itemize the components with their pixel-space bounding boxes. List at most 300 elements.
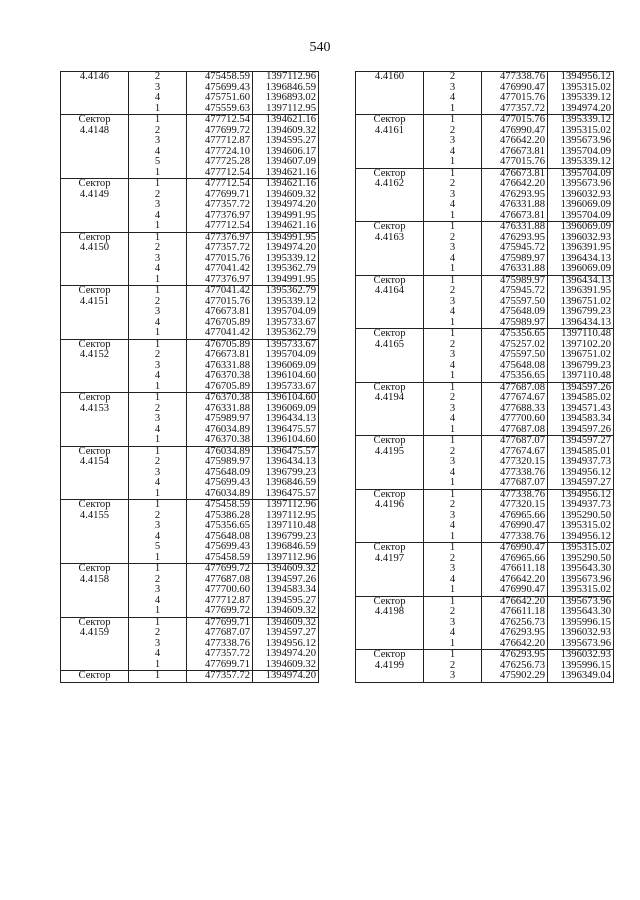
sector-name-cell: Сектор bbox=[61, 564, 129, 575]
sector-name-cell bbox=[61, 414, 129, 425]
sector-name-cell: 4.4151 bbox=[61, 297, 129, 308]
table-row bbox=[356, 457, 614, 468]
table-row bbox=[61, 532, 319, 543]
point-number-cell: 4 bbox=[424, 254, 482, 265]
sector-name-cell: Сектор bbox=[356, 543, 424, 554]
sector-name-cell: 4.4160 bbox=[356, 72, 424, 83]
sector-name-cell: Сектор bbox=[61, 500, 129, 511]
y-coordinate-cell: 1395733.67 bbox=[253, 318, 319, 329]
table-row bbox=[356, 447, 614, 458]
x-coordinate-cell: 476673.81 bbox=[187, 307, 253, 318]
table-row bbox=[61, 307, 319, 318]
table-row bbox=[61, 435, 319, 446]
point-number-cell: 4 bbox=[424, 307, 482, 318]
point-number-cell: 2 bbox=[129, 243, 187, 254]
point-number-cell: 3 bbox=[129, 307, 187, 318]
sector-name-cell: Сектор bbox=[61, 179, 129, 190]
point-number-cell: 3 bbox=[424, 297, 482, 308]
sector-name-cell: 4.4162 bbox=[356, 179, 424, 190]
x-coordinate-cell: 476705.89 bbox=[187, 382, 253, 393]
y-coordinate-cell: 1394583.34 bbox=[548, 414, 614, 425]
sector-name-cell: 4.4199 bbox=[356, 661, 424, 672]
x-coordinate-cell: 477015.76 bbox=[187, 297, 253, 308]
table-row bbox=[61, 564, 319, 575]
sector-name-cell bbox=[61, 532, 129, 543]
point-number-cell: 1 bbox=[129, 435, 187, 446]
y-coordinate-cell: 1396475.57 bbox=[253, 489, 319, 500]
point-number-cell: 4 bbox=[424, 628, 482, 639]
table-row bbox=[356, 93, 614, 104]
y-coordinate-cell: 1394583.34 bbox=[253, 585, 319, 596]
x-coordinate-cell: 476293.95 bbox=[482, 190, 548, 201]
y-coordinate-cell: 1397110.48 bbox=[253, 521, 319, 532]
sector-name-cell: Сектор bbox=[356, 329, 424, 340]
y-coordinate-cell: 1395704.09 bbox=[548, 211, 614, 222]
table-row bbox=[356, 607, 614, 618]
point-number-cell: 3 bbox=[129, 83, 187, 94]
sector-name-cell bbox=[356, 93, 424, 104]
point-number-cell: 3 bbox=[424, 243, 482, 254]
table-row bbox=[356, 147, 614, 158]
sector-name-cell: 4.4195 bbox=[356, 447, 424, 458]
y-coordinate-cell: 1394597.27 bbox=[548, 436, 614, 447]
y-coordinate-cell: 1394595.27 bbox=[253, 596, 319, 607]
point-number-cell: 4 bbox=[129, 318, 187, 329]
point-number-cell: 2 bbox=[129, 404, 187, 415]
x-coordinate-cell: 475989.97 bbox=[187, 457, 253, 468]
table-row bbox=[356, 564, 614, 575]
table-row bbox=[356, 382, 614, 393]
point-number-cell: 1 bbox=[424, 532, 482, 543]
point-number-cell: 2 bbox=[129, 628, 187, 639]
x-coordinate-cell: 476611.18 bbox=[482, 564, 548, 575]
y-coordinate-cell: 1395290.50 bbox=[548, 554, 614, 565]
point-number-cell: 4 bbox=[129, 532, 187, 543]
point-number-cell: 1 bbox=[424, 478, 482, 489]
sector-name-cell bbox=[356, 83, 424, 94]
table-row bbox=[61, 339, 319, 350]
table-row bbox=[356, 275, 614, 286]
sector-name-cell: 4.4161 bbox=[356, 126, 424, 137]
table-row bbox=[61, 200, 319, 211]
x-coordinate-cell: 475989.97 bbox=[187, 414, 253, 425]
y-coordinate-cell: 1394597.27 bbox=[253, 628, 319, 639]
sector-name-cell: Сектор bbox=[356, 650, 424, 661]
y-coordinate-cell: 1394609.32 bbox=[253, 660, 319, 671]
sector-name-cell: 4.4146 bbox=[61, 72, 129, 83]
y-coordinate-cell: 1396846.59 bbox=[253, 542, 319, 553]
point-number-cell: 1 bbox=[129, 489, 187, 500]
sector-name-cell bbox=[61, 489, 129, 500]
point-number-cell: 1 bbox=[424, 168, 482, 179]
point-number-cell: 1 bbox=[424, 318, 482, 329]
sector-name-cell bbox=[61, 649, 129, 660]
sector-name-cell bbox=[356, 318, 424, 329]
table-row bbox=[356, 596, 614, 607]
point-number-cell: 1 bbox=[129, 104, 187, 115]
point-number-cell: 4 bbox=[424, 414, 482, 425]
point-number-cell: 1 bbox=[129, 328, 187, 339]
x-coordinate-cell: 476370.38 bbox=[187, 435, 253, 446]
point-number-cell: 3 bbox=[424, 136, 482, 147]
point-number-cell: 2 bbox=[424, 286, 482, 297]
y-coordinate-cell: 1394585.02 bbox=[548, 393, 614, 404]
sector-name-cell: Сектор bbox=[61, 671, 129, 683]
table-row bbox=[61, 147, 319, 158]
x-coordinate-cell: 476034.89 bbox=[187, 425, 253, 436]
sector-name-cell bbox=[61, 157, 129, 168]
y-coordinate-cell: 1395673.96 bbox=[548, 596, 614, 607]
point-number-cell: 3 bbox=[424, 511, 482, 522]
sector-name-cell bbox=[356, 371, 424, 382]
y-coordinate-cell: 1395362.79 bbox=[253, 286, 319, 297]
x-coordinate-cell: 475458.59 bbox=[187, 72, 253, 83]
sector-name-cell: Сектор bbox=[61, 286, 129, 297]
x-coordinate-cell: 477041.42 bbox=[187, 286, 253, 297]
point-number-cell: 1 bbox=[424, 104, 482, 115]
x-coordinate-cell: 477687.07 bbox=[187, 628, 253, 639]
y-coordinate-cell: 1395704.09 bbox=[253, 350, 319, 361]
table-row bbox=[61, 254, 319, 265]
y-coordinate-cell: 1395733.67 bbox=[253, 382, 319, 393]
table-row bbox=[356, 254, 614, 265]
y-coordinate-cell: 1394974.20 bbox=[253, 200, 319, 211]
point-number-cell: 5 bbox=[129, 542, 187, 553]
y-coordinate-cell: 1397110.48 bbox=[548, 329, 614, 340]
y-coordinate-cell: 1395315.02 bbox=[548, 585, 614, 596]
table-row bbox=[61, 414, 319, 425]
y-coordinate-cell: 1396434.13 bbox=[253, 457, 319, 468]
point-number-cell: 4 bbox=[424, 147, 482, 158]
y-coordinate-cell: 1394621.16 bbox=[253, 221, 319, 232]
point-number-cell: 1 bbox=[424, 222, 482, 233]
x-coordinate-cell: 475257.02 bbox=[482, 340, 548, 351]
sector-name-cell bbox=[356, 157, 424, 168]
y-coordinate-cell: 1394991.95 bbox=[253, 275, 319, 286]
table-row bbox=[356, 307, 614, 318]
sector-name-cell: 4.4197 bbox=[356, 554, 424, 565]
y-coordinate-cell: 1395996.15 bbox=[548, 618, 614, 629]
x-coordinate-cell: 477041.42 bbox=[187, 264, 253, 275]
y-coordinate-cell: 1395315.02 bbox=[548, 83, 614, 94]
y-coordinate-cell: 1396751.02 bbox=[548, 350, 614, 361]
sector-name-cell: Сектор bbox=[61, 446, 129, 457]
point-number-cell: 4 bbox=[424, 575, 482, 586]
y-coordinate-cell: 1397102.20 bbox=[548, 340, 614, 351]
point-number-cell: 1 bbox=[129, 606, 187, 617]
point-number-cell: 1 bbox=[424, 115, 482, 126]
sector-name-cell bbox=[61, 168, 129, 179]
point-number-cell: 4 bbox=[129, 425, 187, 436]
y-coordinate-cell: 1394956.12 bbox=[253, 639, 319, 650]
y-coordinate-cell: 1397112.95 bbox=[253, 104, 319, 115]
sector-name-cell: 4.4150 bbox=[61, 243, 129, 254]
x-coordinate-cell: 475458.59 bbox=[187, 553, 253, 564]
y-coordinate-cell: 1394609.32 bbox=[253, 190, 319, 201]
y-coordinate-cell: 1396104.60 bbox=[253, 435, 319, 446]
point-number-cell: 3 bbox=[424, 618, 482, 629]
point-number-cell: 1 bbox=[129, 275, 187, 286]
x-coordinate-cell: 477712.54 bbox=[187, 221, 253, 232]
sector-name-cell bbox=[61, 83, 129, 94]
x-coordinate-cell: 477674.67 bbox=[482, 447, 548, 458]
sector-name-cell: 4.4149 bbox=[61, 190, 129, 201]
point-number-cell: 1 bbox=[424, 211, 482, 222]
x-coordinate-cell: 477700.60 bbox=[187, 585, 253, 596]
x-coordinate-cell: 476256.73 bbox=[482, 661, 548, 672]
point-number-cell: 2 bbox=[424, 233, 482, 244]
point-number-cell: 4 bbox=[424, 521, 482, 532]
point-number-cell: 1 bbox=[129, 393, 187, 404]
point-number-cell: 1 bbox=[129, 115, 187, 126]
x-coordinate-cell: 476990.47 bbox=[482, 543, 548, 554]
sector-name-cell bbox=[356, 414, 424, 425]
x-coordinate-cell: 477015.76 bbox=[482, 115, 548, 126]
y-coordinate-cell: 1395339.12 bbox=[548, 93, 614, 104]
x-coordinate-cell: 477357.72 bbox=[482, 104, 548, 115]
x-coordinate-cell: 475945.72 bbox=[482, 243, 548, 254]
x-coordinate-cell: 477357.72 bbox=[187, 243, 253, 254]
table-row bbox=[61, 596, 319, 607]
table-row bbox=[356, 297, 614, 308]
y-coordinate-cell: 1396434.13 bbox=[253, 414, 319, 425]
x-coordinate-cell: 475648.08 bbox=[482, 361, 548, 372]
table-row bbox=[356, 350, 614, 361]
point-number-cell: 1 bbox=[129, 221, 187, 232]
point-number-cell: 1 bbox=[424, 371, 482, 382]
x-coordinate-cell: 476611.18 bbox=[482, 607, 548, 618]
table-row bbox=[61, 511, 319, 522]
x-coordinate-cell: 475356.65 bbox=[187, 521, 253, 532]
y-coordinate-cell: 1394621.16 bbox=[253, 115, 319, 126]
point-number-cell: 3 bbox=[129, 254, 187, 265]
table-row bbox=[356, 489, 614, 500]
y-coordinate-cell: 1396032.93 bbox=[548, 628, 614, 639]
sector-name-cell bbox=[356, 307, 424, 318]
y-coordinate-cell: 1395339.12 bbox=[253, 297, 319, 308]
table-row bbox=[356, 361, 614, 372]
table-row bbox=[61, 478, 319, 489]
table-row bbox=[356, 222, 614, 233]
point-number-cell: 3 bbox=[129, 468, 187, 479]
x-coordinate-cell: 477674.67 bbox=[482, 393, 548, 404]
point-number-cell: 4 bbox=[129, 649, 187, 660]
point-number-cell: 3 bbox=[424, 457, 482, 468]
sector-name-cell bbox=[61, 542, 129, 553]
x-coordinate-cell: 476331.88 bbox=[187, 404, 253, 415]
table-row bbox=[356, 661, 614, 672]
y-coordinate-cell: 1396032.93 bbox=[548, 650, 614, 661]
table-row bbox=[61, 93, 319, 104]
x-coordinate-cell: 475597.50 bbox=[482, 350, 548, 361]
sector-name-cell bbox=[356, 532, 424, 543]
table-row bbox=[356, 650, 614, 661]
point-number-cell: 2 bbox=[424, 447, 482, 458]
table-row bbox=[356, 329, 614, 340]
point-number-cell: 1 bbox=[129, 671, 187, 683]
x-coordinate-cell: 476705.89 bbox=[187, 318, 253, 329]
y-coordinate-cell: 1396475.57 bbox=[253, 446, 319, 457]
sector-name-cell bbox=[61, 147, 129, 158]
table-row bbox=[356, 671, 614, 682]
sector-name-cell bbox=[356, 468, 424, 479]
x-coordinate-cell: 476965.66 bbox=[482, 511, 548, 522]
x-coordinate-cell: 475699.43 bbox=[187, 83, 253, 94]
y-coordinate-cell: 1394571.43 bbox=[548, 404, 614, 415]
y-coordinate-cell: 1394991.95 bbox=[253, 211, 319, 222]
table-row bbox=[356, 72, 614, 83]
table-row bbox=[356, 340, 614, 351]
y-coordinate-cell: 1394956.12 bbox=[548, 72, 614, 83]
y-coordinate-cell: 1395339.12 bbox=[253, 254, 319, 265]
point-number-cell: 2 bbox=[424, 661, 482, 672]
y-coordinate-cell: 1394597.27 bbox=[548, 478, 614, 489]
sector-name-cell: Сектор bbox=[61, 339, 129, 350]
table-row bbox=[356, 511, 614, 522]
x-coordinate-cell: 476673.81 bbox=[187, 350, 253, 361]
y-coordinate-cell: 1397112.95 bbox=[253, 511, 319, 522]
sector-name-cell bbox=[61, 136, 129, 147]
x-coordinate-cell: 475989.97 bbox=[482, 254, 548, 265]
point-number-cell: 1 bbox=[424, 639, 482, 650]
point-number-cell: 4 bbox=[129, 93, 187, 104]
x-coordinate-cell: 476370.38 bbox=[187, 371, 253, 382]
y-coordinate-cell: 1396434.13 bbox=[548, 254, 614, 265]
y-coordinate-cell: 1396434.13 bbox=[548, 318, 614, 329]
point-number-cell: 2 bbox=[129, 72, 187, 83]
sector-name-cell bbox=[61, 521, 129, 532]
x-coordinate-cell: 475699.43 bbox=[187, 542, 253, 553]
x-coordinate-cell: 477712.87 bbox=[187, 136, 253, 147]
x-coordinate-cell: 477687.08 bbox=[482, 382, 548, 393]
table-row bbox=[61, 617, 319, 628]
x-coordinate-cell: 476293.95 bbox=[482, 628, 548, 639]
point-number-cell: 1 bbox=[424, 425, 482, 436]
x-coordinate-cell: 475386.28 bbox=[187, 511, 253, 522]
point-number-cell: 2 bbox=[129, 575, 187, 586]
point-number-cell: 1 bbox=[129, 339, 187, 350]
x-coordinate-cell: 476293.95 bbox=[482, 233, 548, 244]
point-number-cell: 2 bbox=[129, 511, 187, 522]
y-coordinate-cell: 1396104.60 bbox=[253, 371, 319, 382]
y-coordinate-cell: 1394937.73 bbox=[548, 500, 614, 511]
y-coordinate-cell: 1395673.96 bbox=[548, 575, 614, 586]
point-number-cell: 2 bbox=[129, 297, 187, 308]
y-coordinate-cell: 1395315.02 bbox=[548, 543, 614, 554]
y-coordinate-cell: 1394621.16 bbox=[253, 168, 319, 179]
point-number-cell: 1 bbox=[129, 660, 187, 671]
x-coordinate-cell: 477699.72 bbox=[187, 606, 253, 617]
x-coordinate-cell: 476331.88 bbox=[482, 264, 548, 275]
x-coordinate-cell: 475989.97 bbox=[482, 275, 548, 286]
y-coordinate-cell: 1395290.50 bbox=[548, 511, 614, 522]
table-row bbox=[61, 585, 319, 596]
sector-name-cell bbox=[356, 297, 424, 308]
y-coordinate-cell: 1394974.20 bbox=[253, 671, 319, 683]
y-coordinate-cell: 1395673.96 bbox=[548, 136, 614, 147]
point-number-cell: 2 bbox=[424, 500, 482, 511]
point-number-cell: 4 bbox=[424, 468, 482, 479]
sector-name-cell bbox=[61, 478, 129, 489]
y-coordinate-cell: 1395704.09 bbox=[548, 168, 614, 179]
point-number-cell: 3 bbox=[129, 414, 187, 425]
table-row bbox=[61, 671, 319, 683]
sector-name-cell: 4.4159 bbox=[61, 628, 129, 639]
sector-name-cell bbox=[356, 211, 424, 222]
sector-name-cell bbox=[61, 606, 129, 617]
point-number-cell: 4 bbox=[129, 478, 187, 489]
table-row bbox=[61, 221, 319, 232]
table-row bbox=[356, 104, 614, 115]
sector-name-cell bbox=[356, 243, 424, 254]
table-row bbox=[61, 628, 319, 639]
y-coordinate-cell: 1395339.12 bbox=[548, 157, 614, 168]
x-coordinate-cell: 477699.71 bbox=[187, 660, 253, 671]
sector-name-cell bbox=[356, 200, 424, 211]
sector-name-cell bbox=[356, 254, 424, 265]
x-coordinate-cell: 476965.66 bbox=[482, 554, 548, 565]
x-coordinate-cell: 477015.76 bbox=[482, 157, 548, 168]
point-number-cell: 2 bbox=[424, 554, 482, 565]
x-coordinate-cell: 476990.47 bbox=[482, 126, 548, 137]
sector-name-cell bbox=[61, 585, 129, 596]
sector-name-cell: Сектор bbox=[61, 115, 129, 126]
sector-name-cell: Сектор bbox=[356, 436, 424, 447]
y-coordinate-cell: 1394956.12 bbox=[548, 532, 614, 543]
table-row bbox=[61, 83, 319, 94]
sector-name-cell bbox=[61, 93, 129, 104]
point-number-cell: 1 bbox=[424, 585, 482, 596]
x-coordinate-cell: 477712.87 bbox=[187, 596, 253, 607]
point-number-cell: 1 bbox=[129, 617, 187, 628]
table-row bbox=[61, 350, 319, 361]
table-row bbox=[61, 489, 319, 500]
table-row bbox=[61, 382, 319, 393]
point-number-cell: 5 bbox=[129, 157, 187, 168]
sector-name-cell bbox=[356, 425, 424, 436]
table-row bbox=[61, 553, 319, 564]
x-coordinate-cell: 475751.60 bbox=[187, 93, 253, 104]
table-row bbox=[356, 126, 614, 137]
sector-name-cell bbox=[356, 147, 424, 158]
x-coordinate-cell: 475356.65 bbox=[482, 371, 548, 382]
point-number-cell: 1 bbox=[424, 650, 482, 661]
table-row bbox=[356, 168, 614, 179]
point-number-cell: 3 bbox=[424, 190, 482, 201]
y-coordinate-cell: 1396799.23 bbox=[548, 361, 614, 372]
table-row bbox=[61, 136, 319, 147]
table-row bbox=[61, 297, 319, 308]
x-coordinate-cell: 477338.76 bbox=[482, 489, 548, 500]
table-row bbox=[356, 478, 614, 489]
table-row bbox=[61, 264, 319, 275]
point-number-cell: 1 bbox=[424, 157, 482, 168]
x-coordinate-cell: 475458.59 bbox=[187, 500, 253, 511]
y-coordinate-cell: 1395673.96 bbox=[548, 179, 614, 190]
point-number-cell: 1 bbox=[129, 553, 187, 564]
table-row bbox=[61, 318, 319, 329]
table-row bbox=[356, 618, 614, 629]
x-coordinate-cell: 475989.97 bbox=[482, 318, 548, 329]
x-coordinate-cell: 476705.89 bbox=[187, 339, 253, 350]
table-row bbox=[61, 606, 319, 617]
sector-name-cell bbox=[356, 639, 424, 650]
sector-name-cell: Сектор bbox=[356, 275, 424, 286]
x-coordinate-cell: 477712.54 bbox=[187, 115, 253, 126]
point-number-cell: 1 bbox=[129, 286, 187, 297]
table-row bbox=[356, 371, 614, 382]
sector-name-cell bbox=[356, 457, 424, 468]
